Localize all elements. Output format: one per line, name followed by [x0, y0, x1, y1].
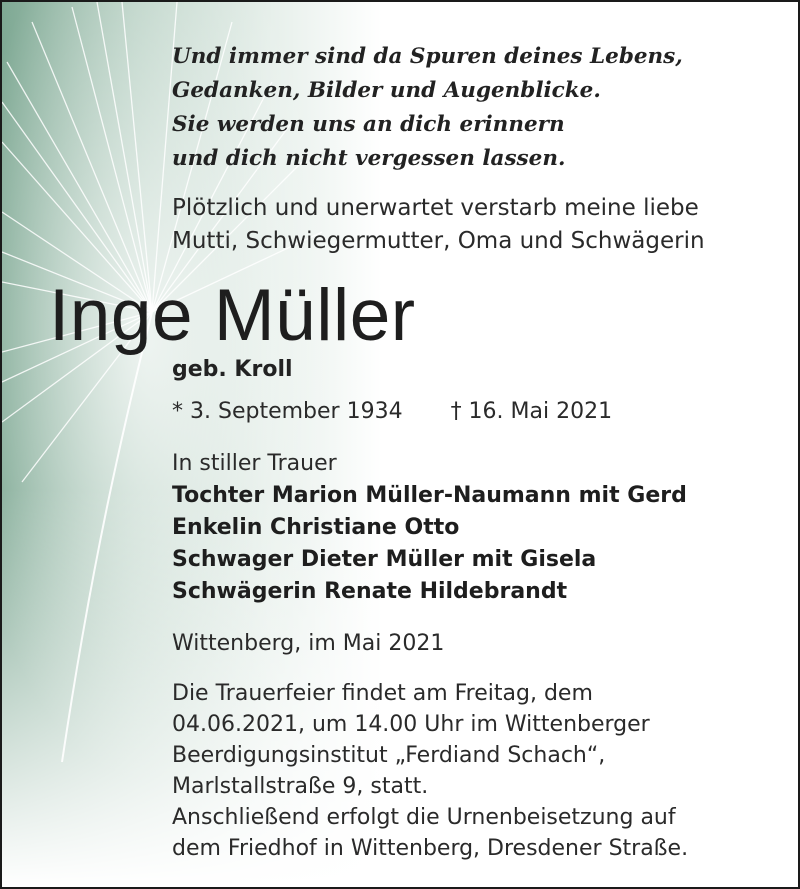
place-date: Wittenberg, im Mai 2021: [172, 631, 445, 656]
top-text: [172, 40, 778, 258]
intro-line: Plötzlich und unerwartet verstarb meine liebe: [172, 195, 699, 221]
intro-text: [172, 192, 778, 258]
life-dates: [172, 396, 778, 428]
family-list: [172, 480, 778, 608]
birth-name: geb. Kroll: [172, 357, 293, 382]
funeral-info-line: Marlstallstraße 9, statt.: [172, 774, 429, 799]
death-date: † 16. Mai 2021: [450, 399, 613, 424]
poem-line: Gedanken, Bilder und Augenblicke.: [172, 78, 601, 103]
poem-line: Sie werden uns an dich erinnern: [172, 112, 565, 137]
family-member: Tochter Marion Müller-Naumann mit Gerd: [172, 483, 687, 508]
poem-line: und dich nicht vergessen lassen.: [172, 146, 566, 171]
funeral-info-line: Beerdigungsinstitut „Ferdiand Schach“,: [172, 743, 606, 768]
birth-date: * 3. September 1934: [172, 399, 403, 424]
family-member: Enkelin Christiane Otto: [172, 515, 460, 540]
funeral-info-line: 04.06.2021, um 14.00 Uhr im Wittenberger: [172, 712, 650, 737]
mourning-label: In stiller Trauer: [172, 451, 337, 476]
deceased-name: Inge Müller: [49, 275, 416, 356]
poem-line: Und immer sind da Spuren deines Lebens,: [172, 44, 683, 69]
intro-line: Mutti, Schwiegermutter, Oma und Schwägerin: [172, 228, 705, 254]
poem: [172, 40, 778, 176]
funeral-info-line: dem Friedhof in Wittenberg, Dresdener Straße.: [172, 836, 689, 861]
family-member: Schwägerin Renate Hildebrandt: [172, 579, 568, 604]
family-member: Schwager Dieter Müller mit Gisela: [172, 547, 597, 572]
funeral-info: [172, 678, 778, 864]
funeral-info-line: Die Trauerfeier findet am Freitag, dem: [172, 681, 593, 706]
details: [172, 354, 778, 864]
funeral-info-line: Anschließend erfolgt die Urnenbeisetzung auf: [172, 805, 676, 830]
